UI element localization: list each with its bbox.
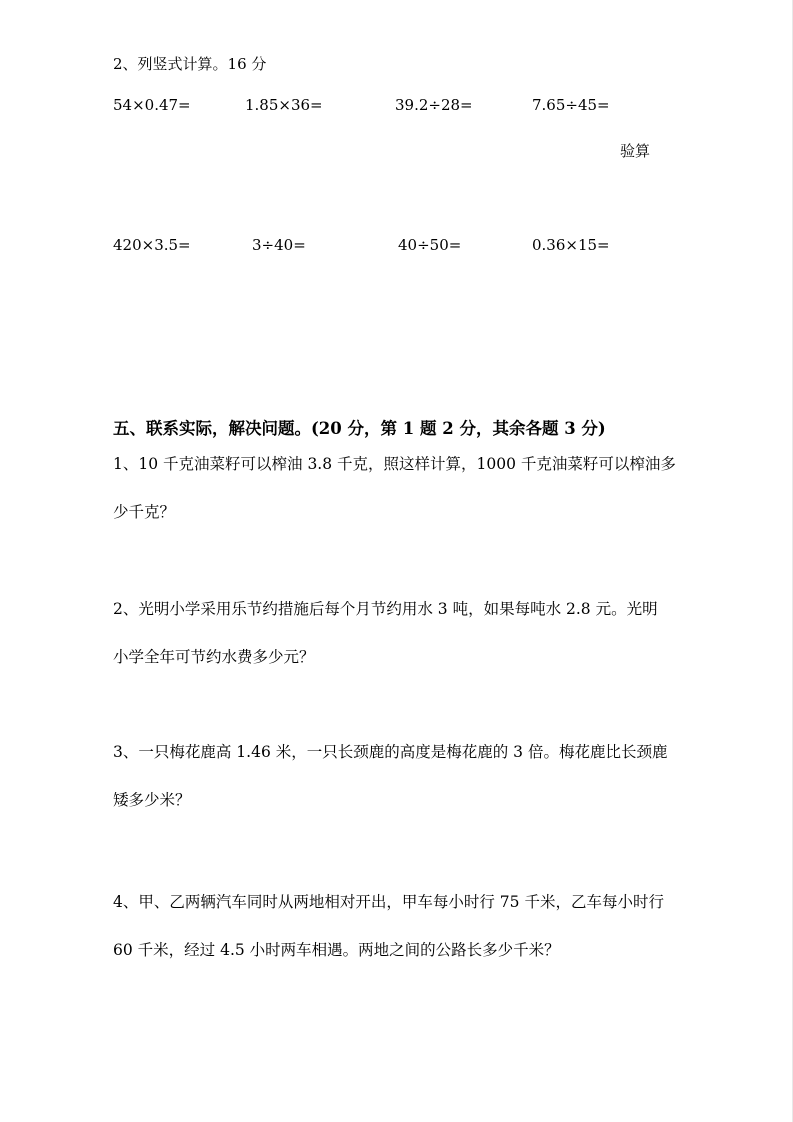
word-problem-line: 矮多少米？ [113,791,191,809]
calc-problem: 39.2÷28= [395,96,473,114]
calc-problem: 54×0.47= [113,96,191,114]
word-problem-line: 60 千米，经过 4.5 小时两车相遇。两地之间的公路长多少千米？ [113,941,560,959]
calc-problem: 1.85×36= [245,96,323,114]
word-problem-line: 少千克？ [113,503,176,521]
calc-problem: 40÷50= [398,236,462,254]
calc-row-1 [0,96,793,116]
word-problem-line: 2、光明小学采用乐节约措施后每个月节约用水 3 吨，如果每吨水 2.8 元。光明 [113,600,658,618]
word-problems-section-heading: 五、联系实际，解决问题。(20 分，第 1 题 2 分，其余各题 3 分) [113,419,606,438]
word-problem-line: 3、一只梅花鹿高 1.46 米，一只长颈鹿的高度是梅花鹿的 3 倍。梅花鹿比长颈鹿 [113,743,668,761]
calc-problem: 0.36×15= [532,236,610,254]
calc-section-heading: 2、列竖式计算。16 分 [113,55,267,73]
calc-problem: 3÷40= [252,236,306,254]
word-problem-line: 4、甲、乙两辆汽车同时从两地相对开出，甲车每小时行 75 千米，乙车每小时行 [113,893,664,911]
word-problem-1 [113,440,698,536]
verification-label: 验算 [620,142,651,160]
word-problem-2 [113,585,698,681]
calc-row-2 [0,236,793,256]
calc-problem: 7.65÷45= [532,96,610,114]
word-problem-line: 1、10 千克油菜籽可以榨油 3.8 千克，照这样计算，1000 千克油菜籽可以榨油多 [113,455,676,473]
word-problem-3 [113,728,698,824]
calc-problem: 420×3.5= [113,236,191,254]
word-problem-line: 小学全年可节约水费多少元？ [113,648,315,666]
word-problem-4 [113,878,698,974]
